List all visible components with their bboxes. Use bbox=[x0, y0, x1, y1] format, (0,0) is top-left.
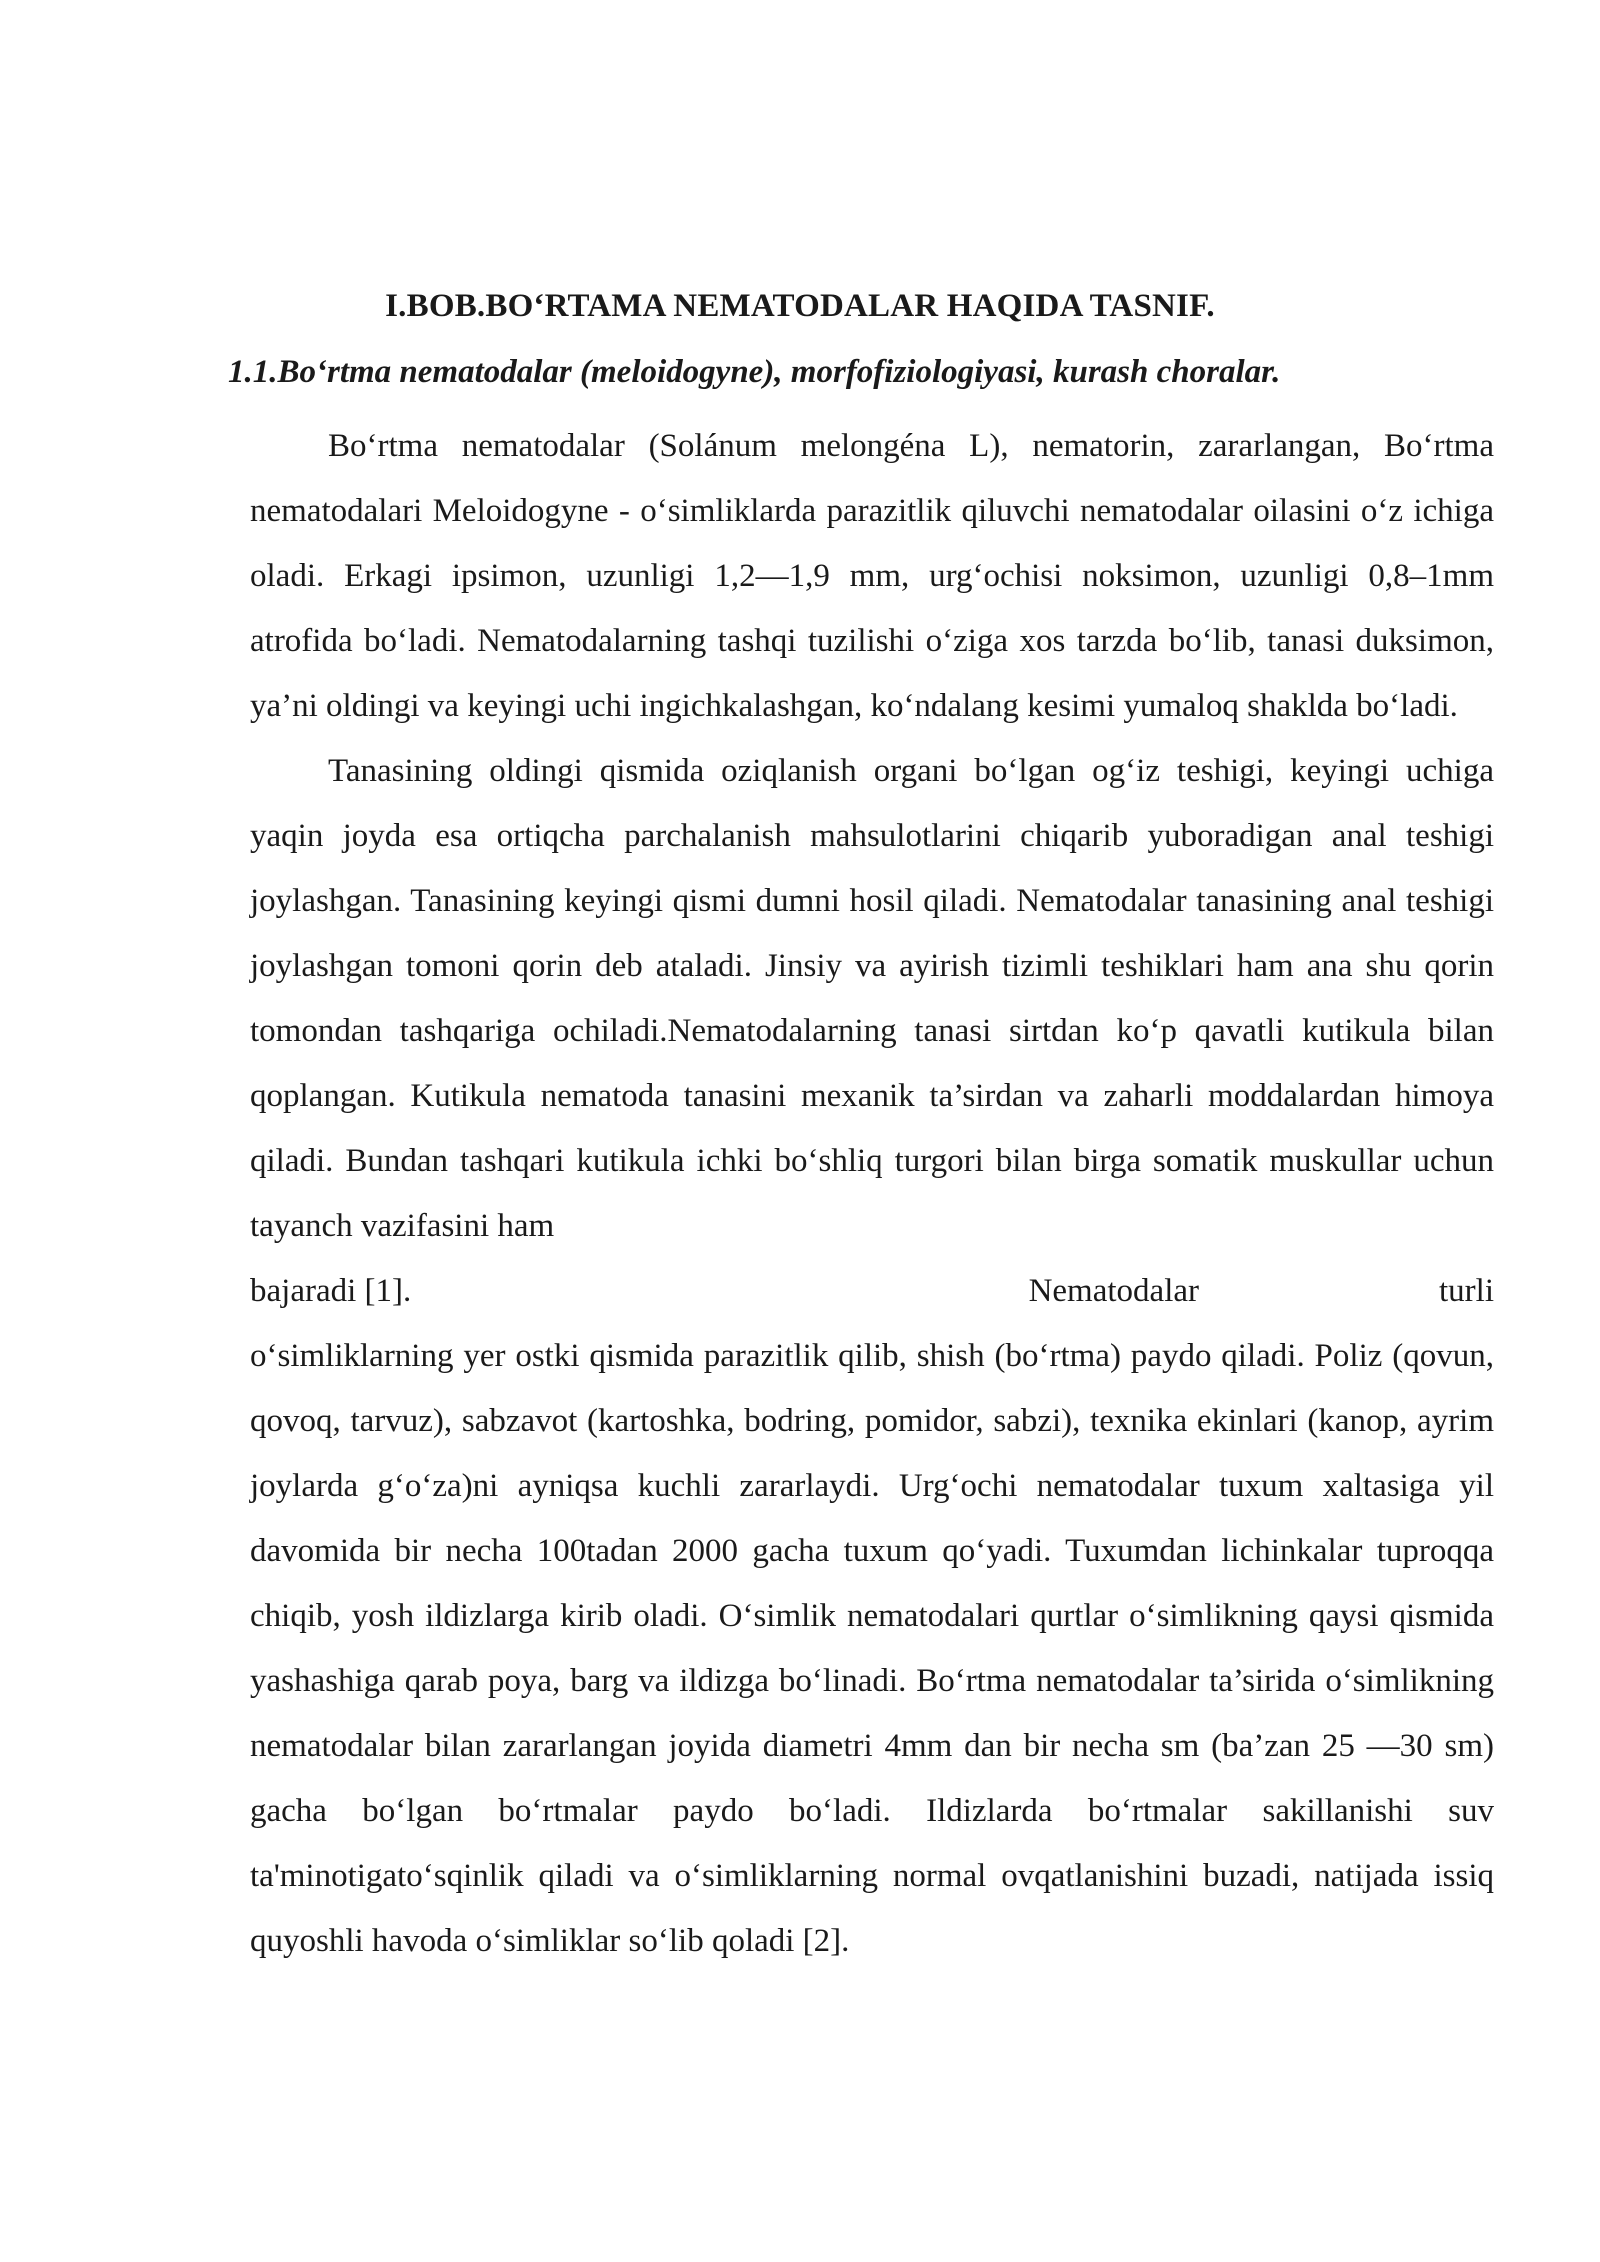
justified-line bbox=[250, 1259, 1494, 1324]
line-word-nematodalar: Nematodalar bbox=[1028, 1273, 1199, 1309]
citation-sentence-end: bajaradi [1]. bbox=[250, 1273, 412, 1309]
body-text bbox=[250, 414, 1494, 1974]
chapter-title: I.BOB.BO‘RTAMA NEMATODALAR HAQIDA TASNIF. bbox=[385, 288, 1215, 324]
line-word-turli: turli bbox=[1439, 1273, 1494, 1309]
paragraph-anatomy: Tanasining oldingi qismida oziqlanish organi bo‘lgan og‘iz teshigi, keyingi uchiga yaqin joyda esa ortiqcha parchalanish mahsulotlarini chiqarib yuboradigan anal teshigi joylashgan. Tanasining keyingi qismi dumni hosil qiladi. Nematodalar tanasining anal teshigi joylashgan tomoni qorin deb ataladi. Jinsiy va ayirish tizimli teshiklari ham ana shu qorin tomondan tashqariga ochiladi.Nematodalarning tanasi sirtdan ko‘p qavatli kutikula bilan qoplangan. Kutikula nematoda tanasini mexanik ta’sirdan va zaharli moddalardan himoya qiladi. Bundan tashqari kutikula ichki bo‘shliq turgori bilan birga somatik muskullar uchun tayanch vazifasini ham bbox=[250, 753, 1494, 1244]
section-title: 1.1.Bo‘rtma nematodalar (meloidogyne), morfofiziologiyasi, kurash choralar. bbox=[228, 354, 1281, 390]
paragraph-morphology: Bo‘rtma nematodalar (Solánum melongéna L), nematorin, zararlangan, Bo‘rtma nematodalari Meloidogyne - o‘simliklarda parazitlik qiluvchi nematodalar oilasini o‘z ichiga oladi. Erkagi ipsimon, uzunligi 1,2—1,9 mm, urg‘ochisi noksimon, uzunligi 0,8–1mm atrofida bo‘ladi. Nematodalarning tashqi tuzilishi o‘ziga xos tarzda bo‘lib, tanasi duksimon, ya’ni oldingi va keyingi uchi ingichkalashgan, ko‘ndalang kesimi yumaloq shaklda bo‘ladi. bbox=[250, 428, 1494, 724]
paragraph-damage: o‘simliklarning yer ostki qismida parazitlik qilib, shish (bo‘rtma) paydo qiladi. Poliz (qovun, qovoq, tarvuz), sabzavot (kartoshka, bodring, pomidor, sabzi), texnika ekinlari (kanop, ayrim joylarda g‘o‘za)ni ayniqsa kuchli zararlaydi. Urg‘ochi nematodalar tuxum xaltasiga yil davomida bir necha 100tadan 2000 gacha tuxum qo‘yadi. Tuxumdan lichinkalar tuproqqa chiqib, yosh ildizlarga kirib oladi. O‘simlik nematodalari qurtlar o‘simlikning qaysi qismida yashashiga qarab poya, barg va ildizga bo‘linadi. Bo‘rtma nematodalar ta’sirida o‘simlikning nematodalar bilan zararlangan joyida diametri 4mm dan bir necha sm (ba’zan 25 —30 sm) gacha bo‘lgan bo‘rtmalar paydo bo‘ladi. Ildizlarda bo‘rtmalar sakillanishi suv ta'minotigato‘sqinlik qiladi va o‘simliklarning normal ovqatlanishini buzadi, natijada issiq quyoshli havoda o‘simliklar so‘lib qoladi [2]. bbox=[250, 1338, 1494, 1959]
